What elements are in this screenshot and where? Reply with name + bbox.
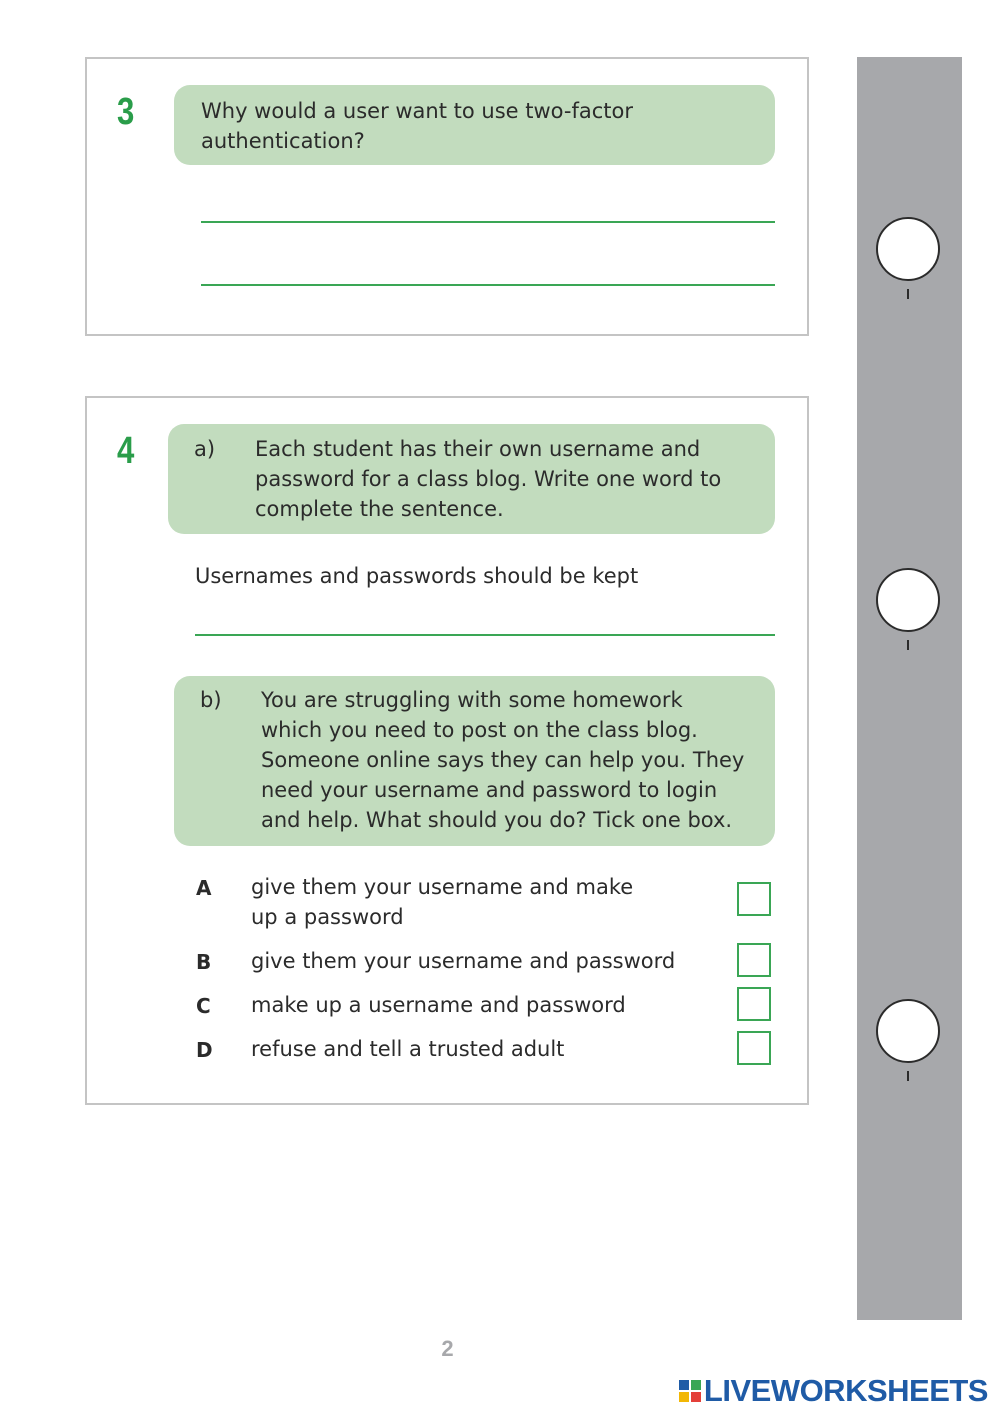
option-c-checkbox[interactable] <box>737 987 771 1021</box>
option-d-checkbox[interactable] <box>737 1031 771 1065</box>
sentence-stem: Usernames and passwords should be kept <box>195 564 639 588</box>
question-3-prompt <box>174 85 775 165</box>
question-3-box <box>85 57 809 336</box>
question-number: 4 <box>117 430 135 472</box>
page-number: 2 <box>441 1336 454 1361</box>
mark-tick <box>907 1071 909 1081</box>
option-c-letter: C <box>196 994 211 1018</box>
prompt-line: authentication? <box>201 129 365 153</box>
option-a-text: give them your username and make <box>251 875 634 899</box>
prompt-line: complete the sentence. <box>255 497 504 521</box>
part-label: b) <box>200 688 222 712</box>
question-4b-prompt <box>174 676 775 846</box>
option-d-letter: D <box>196 1038 213 1062</box>
option-c-text: make up a username and password <box>251 993 626 1017</box>
question-4a-prompt <box>168 424 775 534</box>
option-a-letter: A <box>196 876 212 900</box>
prompt-line: and help. What should you do? Tick one box. <box>261 808 733 832</box>
answer-line-2[interactable] <box>201 284 775 286</box>
option-a-text: up a password <box>251 905 404 929</box>
option-b-text: give them your username and password <box>251 949 676 973</box>
prompt-line: Someone online says they can help you. They <box>261 748 745 772</box>
brand-name: LIVEWORKSHEETS <box>703 1373 988 1408</box>
option-b-checkbox[interactable] <box>737 943 771 977</box>
prompt-line: Each student has their own username and <box>255 437 701 461</box>
liveworksheets-logo-icon <box>679 1380 701 1402</box>
mark-circle-q3[interactable] <box>876 217 940 281</box>
mark-circle-q4a[interactable] <box>876 568 940 632</box>
mark-tick <box>907 289 909 299</box>
part-label: a) <box>194 437 216 461</box>
prompt-line: You are struggling with some homework <box>261 688 683 712</box>
prompt-line: Why would a user want to use two-factor <box>201 99 633 123</box>
prompt-line: need your username and password to login <box>261 778 718 802</box>
marks-margin-strip <box>857 57 962 1320</box>
option-a-checkbox[interactable] <box>737 882 771 916</box>
prompt-line: which you need to post on the class blog. <box>261 718 698 742</box>
question-4-box <box>85 396 809 1105</box>
question-number: 3 <box>117 91 135 133</box>
answer-line-4a[interactable] <box>195 634 775 636</box>
liveworksheets-brand[interactable] <box>679 1373 988 1409</box>
answer-line-1[interactable] <box>201 221 775 223</box>
option-d-text: refuse and tell a trusted adult <box>251 1037 565 1061</box>
mark-circle-q4b[interactable] <box>876 999 940 1063</box>
mark-tick <box>907 640 909 650</box>
prompt-line: password for a class blog. Write one word to <box>255 467 722 491</box>
option-b-letter: B <box>196 950 212 974</box>
